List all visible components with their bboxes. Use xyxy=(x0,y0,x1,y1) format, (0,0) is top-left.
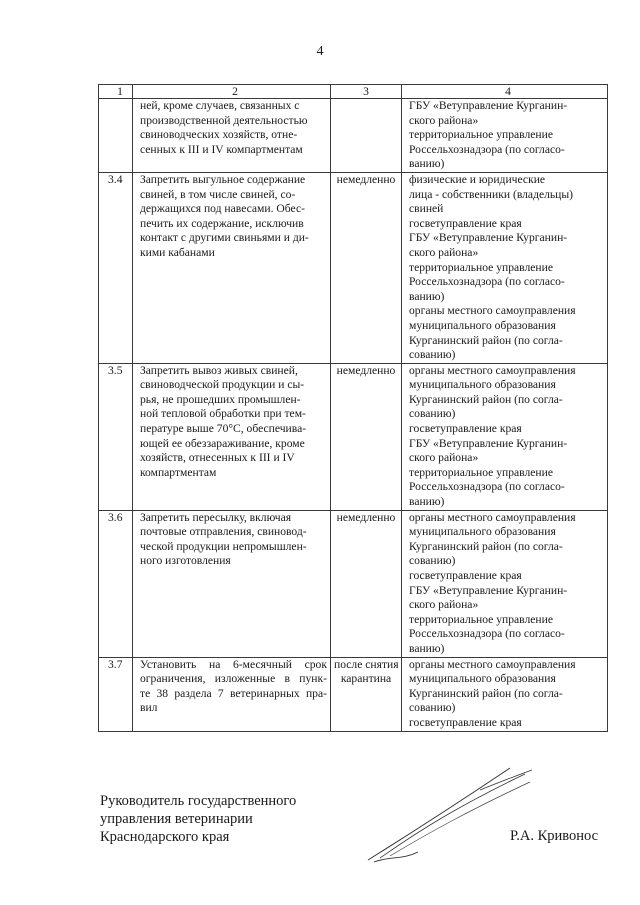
header-col-1: 1 xyxy=(99,85,133,99)
measure-cell-line: ного изготовления xyxy=(140,554,231,568)
measure-cell-line: пературе выше 70°С, обеспечива- xyxy=(140,422,307,436)
term-cell xyxy=(331,99,402,173)
term-cell-line: после снятия xyxy=(334,657,399,671)
responsible-cell-line: сованию) xyxy=(409,348,456,362)
responsible-cell-line: муниципального образования xyxy=(409,525,556,539)
signature-title-line: управления ветеринарии xyxy=(100,811,253,827)
header-col-3: 3 xyxy=(331,85,402,99)
measure-cell xyxy=(133,99,331,173)
responsible-cell-line: органы местного самоуправления xyxy=(409,304,576,318)
responsible-cell xyxy=(402,657,608,731)
header-col-2: 2 xyxy=(133,85,331,99)
responsible-cell-line: госветуправление края xyxy=(409,715,522,729)
measure-cell xyxy=(133,172,331,363)
term-cell-line: немедленно xyxy=(336,363,396,377)
responsible-cell-line: ГБУ «Ветуправление Курганин- xyxy=(409,436,568,450)
responsible-cell xyxy=(402,363,608,510)
responsible-cell xyxy=(402,510,608,657)
responsible-cell-line: территориальное управление xyxy=(409,612,553,626)
responsible-cell-line: органы местного самоуправления xyxy=(409,657,576,671)
measure-cell xyxy=(133,510,331,657)
term-cell xyxy=(331,363,402,510)
measure-cell-line: ческой продукции непромышлен- xyxy=(140,539,307,553)
responsible-cell-line: территориальное управление xyxy=(409,465,553,479)
measure-cell-line: Запретить выгульное содержание xyxy=(140,172,306,186)
responsible-cell-line: ГБУ «Ветуправление Курганин- xyxy=(409,583,568,597)
row-number: 3.7 xyxy=(99,657,133,731)
responsible-cell-line: ванию) xyxy=(409,157,445,171)
measure-cell xyxy=(133,657,331,731)
table-row xyxy=(99,172,608,363)
measure-cell-line: свиноводческих хозяйств, отне- xyxy=(140,128,298,142)
measure-cell xyxy=(133,363,331,510)
responsible-cell-line: ванию) xyxy=(409,641,445,655)
measure-cell-line: свиноводческой продукции и сы- xyxy=(140,378,305,392)
responsible-cell-line: госветуправление края xyxy=(409,216,522,230)
responsible-cell-line: Курганинский район (по согла- xyxy=(409,539,563,553)
measure-cell-line: Запретить пересылку, включая xyxy=(140,510,292,524)
table-header-row xyxy=(99,85,608,99)
signature-title xyxy=(100,792,296,846)
term-cell-line: немедленно xyxy=(336,510,396,524)
table-row xyxy=(99,510,608,657)
measure-cell-line: кими кабанами xyxy=(140,245,215,259)
signatory-name: Р.А. Кривонос xyxy=(510,828,599,844)
responsible-cell-line: Россельхознадзора (по согласо- xyxy=(409,480,565,494)
measure-cell-line: контакт с другими свиньями и ди- xyxy=(140,231,309,245)
responsible-cell-line: органы местного самоуправления xyxy=(409,510,576,524)
responsible-cell-line: ванию) xyxy=(409,495,445,509)
row-number: 3.4 xyxy=(99,172,133,363)
term-cell xyxy=(331,657,402,731)
measure-cell-line: ней, кроме случаев, связанных с xyxy=(140,99,300,112)
signature-title-line: Краснодарского края xyxy=(100,829,230,845)
responsible-cell xyxy=(402,99,608,173)
measure-cell-line: хозяйств, отнесенных к III и IV xyxy=(140,451,295,465)
responsible-cell-line: физические и юридические xyxy=(409,172,546,186)
measure-cell-line: держащихся под навесами. Обес- xyxy=(140,202,305,216)
page-number: 4 xyxy=(316,44,324,59)
responsible-cell-line: Россельхознадзора (по согласо- xyxy=(409,275,565,289)
responsible-cell-line: ГБУ «Ветуправление Курганин- xyxy=(409,99,568,112)
handwritten-signature xyxy=(360,760,540,870)
responsible-cell-line: лица - собственники (владельцы) xyxy=(409,187,574,201)
responsible-cell-line: Курганинский район (по согла- xyxy=(409,686,563,700)
measure-cell-line: Запретить вывоз живых свиней, xyxy=(140,363,298,377)
responsible-cell-line: муниципального образования xyxy=(409,378,556,392)
responsible-cell-line: муниципального образования xyxy=(409,672,556,686)
table-row xyxy=(99,363,608,510)
measure-cell-line: ограничения, изложенные в пунк- xyxy=(140,672,327,686)
responsible-cell xyxy=(402,172,608,363)
responsible-cell-line: сованию) xyxy=(409,407,456,421)
measure-cell-line: почтовые отправления, свиновод- xyxy=(140,525,307,539)
measure-cell-line: компартментам xyxy=(140,465,217,479)
responsible-cell-line: органы местного самоуправления xyxy=(409,363,576,377)
measure-cell-line: производственной деятельностью xyxy=(140,113,308,127)
responsible-cell-line: муниципального образования xyxy=(409,318,556,332)
responsible-cell-line: Россельхознадзора (по согласо- xyxy=(409,627,565,641)
measure-cell-line: рья, не прошедших промышлен- xyxy=(140,392,301,406)
responsible-cell-line: госветуправление края xyxy=(409,569,522,582)
responsible-cell-line: территориальное управление xyxy=(409,260,553,274)
measure-cell-line: ющей ее обеззараживание, кроме xyxy=(140,436,305,450)
measure-cell-line: ной тепловой обработки при тем- xyxy=(140,407,306,421)
responsible-cell-line: территориальное управление xyxy=(409,128,553,142)
responsible-cell-line: госветуправление края xyxy=(409,422,522,436)
measure-cell-line: вил xyxy=(140,701,158,715)
measure-cell-line: свиней, в том числе свиней, со- xyxy=(140,187,296,201)
table-row xyxy=(99,99,608,173)
responsible-cell-line: ского района» xyxy=(409,451,479,465)
responsible-cell-line: ского района» xyxy=(409,245,479,259)
row-number xyxy=(99,99,133,173)
responsible-cell-line: ГБУ «Ветуправление Курганин- xyxy=(409,231,568,245)
responsible-cell-line: Курганинский район (по согла- xyxy=(409,392,563,406)
responsible-cell-line: Курганинский район (по согла- xyxy=(409,333,563,347)
measure-cell-line: печить их содержание, исключив xyxy=(140,216,304,230)
responsible-cell-line: сованию) xyxy=(409,554,456,568)
responsible-cell-line: ского района» xyxy=(409,598,479,612)
responsible-cell-line: сованию) xyxy=(409,701,456,715)
header-col-4: 4 xyxy=(402,85,608,99)
term-cell xyxy=(331,510,402,657)
term-cell-line: немедленно xyxy=(336,172,396,186)
responsible-cell-line: Россельхознадзора (по согласо- xyxy=(409,142,565,156)
responsible-cell-line: ванию) xyxy=(409,289,445,303)
row-number: 3.6 xyxy=(99,510,133,657)
term-cell-line: карантина xyxy=(340,672,392,686)
responsible-cell-line: свиней xyxy=(409,202,444,216)
table-body xyxy=(99,85,608,732)
measure-cell-line: те 38 раздела 7 ветеринарных пра- xyxy=(140,686,327,700)
responsible-cell-line: ского района» xyxy=(409,113,479,127)
row-number: 3.5 xyxy=(99,363,133,510)
term-cell xyxy=(331,172,402,363)
measure-cell-line: сенных к III и IV компартментам xyxy=(140,142,303,156)
table-row xyxy=(99,657,608,731)
signature-title-line: Руководитель государственного xyxy=(100,793,297,809)
measure-cell-line: Установить на 6-месячный срок xyxy=(140,657,327,671)
measures-table xyxy=(98,84,608,732)
